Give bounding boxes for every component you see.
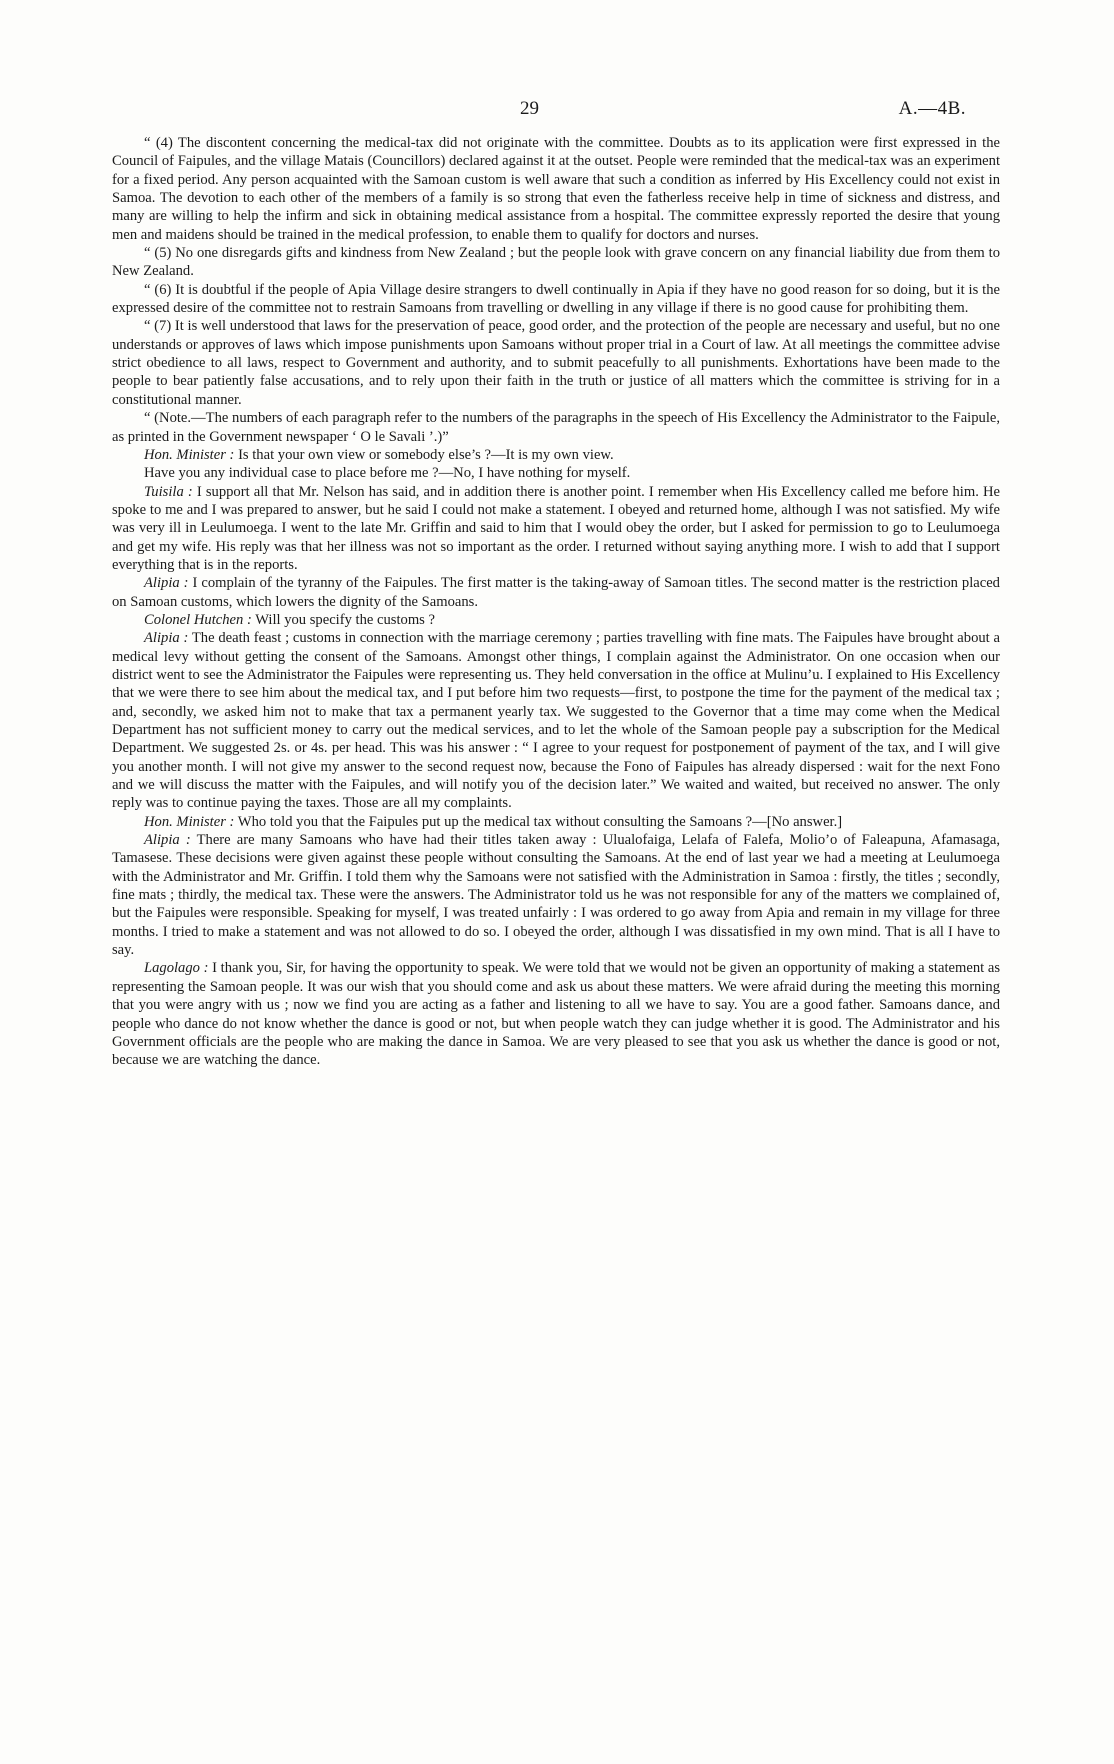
- paragraph: [112, 409, 1000, 446]
- speaker-name: Tuisila :: [144, 483, 193, 500]
- paragraph: [112, 317, 1000, 409]
- paragraph-text: “ (5) No one disregards gifts and kindness from New Zealand ; but the people look with grave concern on any financial liability due from them to New Zealand.: [112, 245, 1000, 280]
- paragraph: [112, 281, 1000, 318]
- paragraph-text: I thank you, Sir, for having the opportunity to speak. We were told that we would not be given an opportunity of making a statement as representing the Samoan people. It was our wish that you should come and ask us about these matters. We were afraid during the meeting this morning that you were angry with us ; now we find you are acting as a father and listening to all we have to say. You are a good father. Samoans dance, and people who dance do not know whether the dance is good or not, but when people watch they can judge whether it is good. The Administrator and his Government officials are the people who are making the dance in Samoa. We are very pleased to see that you ask us whether the dance is good or not, because we are watching the dance.: [112, 960, 1000, 1069]
- paragraph: [112, 483, 1000, 575]
- paragraph: [112, 574, 1000, 611]
- speaker-name: Alipia :: [144, 832, 191, 849]
- speaker-name: Alipia :: [144, 575, 189, 592]
- paragraph-text: “ (6) It is doubtful if the people of Apia Village desire strangers to dwell continually in Apia if they have no good reason for so doing, but it is the expressed desire of the committee not to restrain Samoans from travelling or dwelling in any village if there is no good cause for prohibiting them.: [112, 281, 1000, 317]
- paragraph: [112, 813, 1000, 831]
- speaker-name: Hon. Minister :: [144, 813, 235, 830]
- paragraph-text: There are many Samoans who have had their titles taken away : Ulualofaiga, Lelafa of Falefa, Molio’o of Faleapuna, Afamasaga, Tamasese. These decisions were given against these people without consulting the Samoans. At the end of last year we had a meeting at Leulumoega with the Administrator and Mr. Griffin. I told them why the Samoans were not satisfied with the Administration in Samoa : firstly, the titles ; secondly, fine mats ; thirdly, the medical tax. These were the answers. The Administrator told us he was not responsible for any of the matters we complained of, but the Faipules were responsible. Speaking for myself, I was treated unfairly : I was ordered to go away from Apia and remain in my village for three months. I tried to make a statement and was not allowed to do so. I obeyed the order, although I was dissatisfied in my own mind. That is all I have to say.: [112, 832, 1001, 959]
- document-reference: A.—4B.: [898, 98, 966, 119]
- paragraph: [112, 959, 1000, 1069]
- paragraph-text: “ (4) The discontent concerning the medical-tax did not originate with the committee. Doubts as to its application were first expressed in the Council of Faipules, and the village Matais (Councillors) declared against it at the outset. People were reminded that the medical-tax was an experiment for a fixed period. Any person acquainted with the Samoan custom is well aware that such a condition as inferred by His Excellency could not exist in Samoa. The devotion to each other of the members of a family is so strong that even the fatherless receive help in time of sickness and distress, and many are willing to help the infirm and sick in obtaining medical assistance from a hospital. The committee expressly reported the desire that young men and maidens should be trained in the medical profession, to enable them to qualify for doctors and nurses.: [112, 135, 1000, 243]
- document-body: [112, 134, 1000, 1070]
- speaker-name: Colonel Hutchen :: [144, 611, 252, 628]
- paragraph-text: I support all that Mr. Nelson has said, and in addition there is another point. I remember when His Excellency called me before him. He spoke to me and I was prepared to answer, but he said I could not make a statement. I obeyed and returned home, although I was not satisfied. My wife was very ill in Leulumoega. I went to the late Mr. Griffin and said to him that I would obey the order, but I asked for permission to go to Leulumoega and get my wife. His reply was that her illness was not so important as the order. I returned without saying anything more. I wish to add that I support everything that is in the reports.: [112, 483, 1000, 573]
- paragraph: [112, 464, 1000, 482]
- paragraph-text: The death feast ; customs in connection with the marriage ceremony ; parties travelling with fine mats. The Faipules have brought about a medical levy without getting the consent of the Samoans. Amongst other things, I complain against the Administrator. On one occasion when our district went to see the Administrator the Faipules were representing us. They held conversation in the office at Mulinu’u. I explained to His Excellency that we were there to see him about the medical tax, and I put before him two requests—first, to postpone the time for the payment of the medical tax ; and, secondly, we asked him not to make that tax a permanent yearly tax. We suggested to the Governor that a time may come when the Medical Department has not sufficient money to carry out the medical services, and to let the whole of the Samoan people pay a subscription for the Medical Department. We suggested 2s. or 4s. per head. This was his answer : “ I agree to your request for postponement of payment of the tax, and I will give you another month. I will not give my answer to the second request now, because the Fono of Faipules has already dispersed : wait for the next Fono and we will discuss the matter with the Faipules, and will notify you of the decision later.” We waited and waited, but received no answer. The only reply was to continue paying the taxes. Those are all my complaints.: [112, 630, 1000, 812]
- paragraph: [112, 134, 1000, 244]
- paragraph-text: “ (7) It is well understood that laws for the preservation of peace, good order, and the protection of the people are necessary and useful, but no one understands or approves of laws which impose punishments upon Samoans without proper trial in a Court of law. At all meetings the committee advise strict obedience to all laws, respect to Government and authority, and to submit peacefully to all punishments. Exhortations have been made to the people to bear patiently false accusations, and to rely upon their faith in the truth or justice of all matters which the committee is striving for in a constitutional manner.: [112, 318, 1000, 408]
- paragraph: [112, 244, 1000, 281]
- paragraph: [112, 831, 1000, 959]
- paragraph: [112, 611, 1000, 629]
- speaker-name: Lagolago :: [144, 960, 209, 977]
- paragraph: [112, 446, 1000, 464]
- paragraph-text: I complain of the tyranny of the Faipules. The first matter is the taking-away of Samoan titles. The second matter is the restriction placed on Samoan customs, which lowers the dignity of the Samoans.: [112, 575, 1000, 610]
- speaker-name: Alipia :: [144, 630, 189, 647]
- paragraph-text: Is that your own view or somebody else’s ?—It is my own view.: [238, 446, 614, 463]
- paragraph-text: Who told you that the Faipules put up the medical tax without consulting the Samoans ?—[No answer.]: [237, 813, 843, 830]
- speaker-name: Hon. Minister :: [144, 446, 235, 463]
- paragraph-text: Have you any individual case to place before me ?—No, I have nothing for myself.: [144, 465, 631, 482]
- paragraph: [112, 629, 1000, 812]
- page-number: 29: [520, 98, 539, 119]
- paragraph-text: “ (Note.—The numbers of each paragraph refer to the numbers of the paragraphs in the speech of His Excellency the Administrator to the Faipule, as printed in the Government newspaper ‘ O le Savali ’.)”: [112, 410, 1000, 445]
- paragraph-text: Will you specify the customs ?: [255, 611, 435, 628]
- page-header: [0, 98, 1114, 124]
